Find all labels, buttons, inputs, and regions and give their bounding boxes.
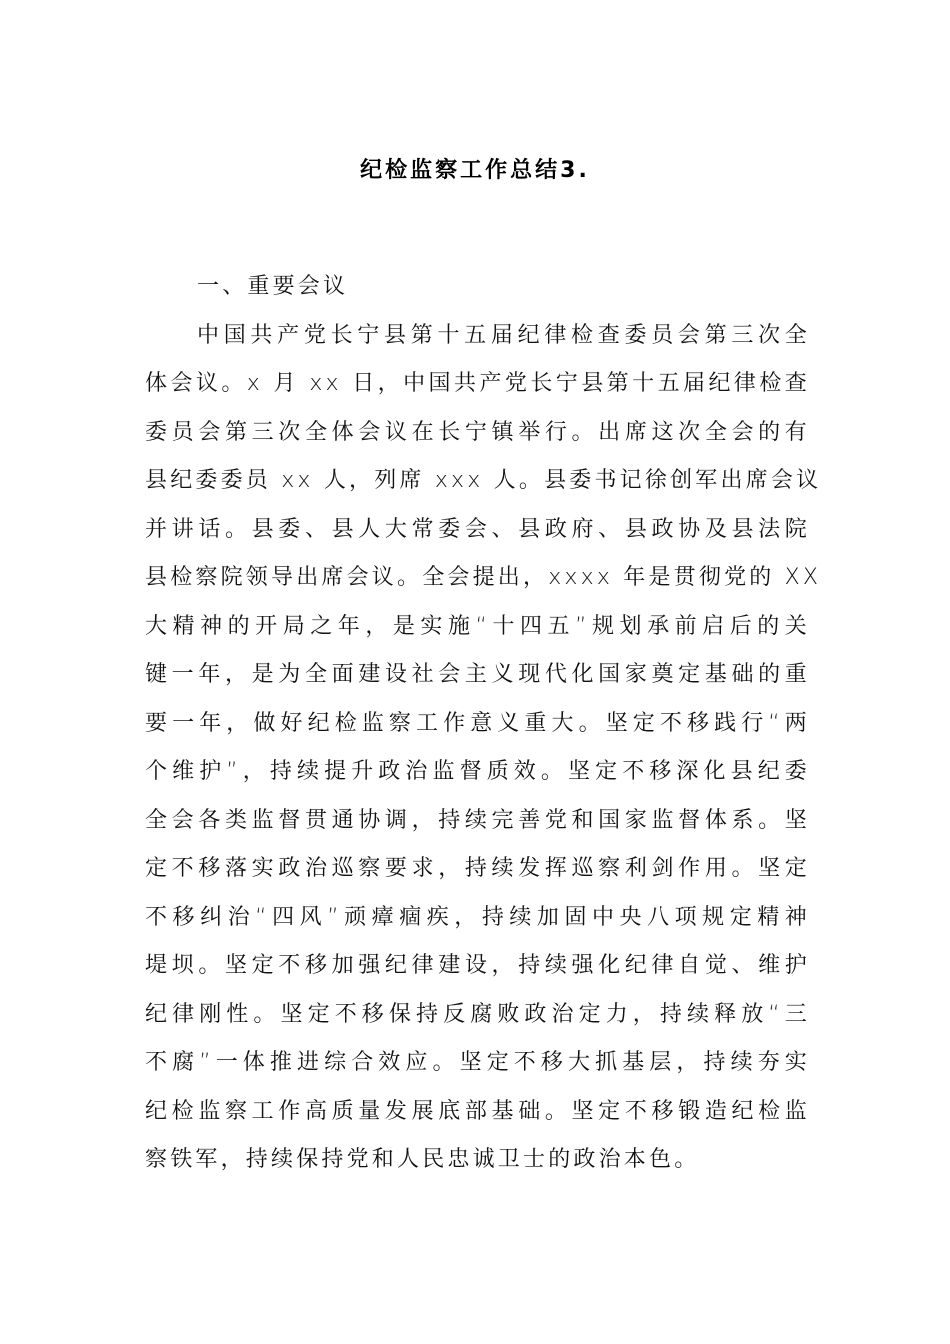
paragraph-line: 全会各类监督贯通协调，持续完善党和国家监督体系。坚	[145, 808, 810, 833]
paragraph-line: 纪律刚性。坚定不移保持反腐败政治定力，持续释放“三	[145, 1002, 810, 1027]
paragraph-line: 键一年，是为全面建设社会主义现代化国家奠定基础的重	[145, 662, 810, 687]
paragraph-line: 大精神的开局之年，是实施“十四五”规划承前启后的关	[145, 614, 810, 639]
paragraph-line: 堤坝。坚定不移加强纪律建设，持续强化纪律自觉、维护	[145, 953, 810, 978]
paragraph-line: 委员会第三次全体会议在长宁镇举行。出席这次全会的有	[145, 420, 810, 445]
paragraph-line: 个维护”，持续提升政治监督质效。坚定不移深化县纪委	[145, 759, 810, 784]
paragraph-line: 中国共产党长宁县第十五届纪律检查委员会第三次全	[197, 323, 810, 348]
paragraph-line: 体会议。x 月 xx 日，中国共产党长宁县第十五届纪律检查	[145, 371, 810, 396]
paragraph-line-last: 察铁军，持续保持党和人民忠诚卫士的政治本色。	[145, 1147, 700, 1172]
paragraph-line: 要一年，做好纪检监察工作意义重大。坚定不移践行“两	[145, 711, 810, 736]
paragraph-line: 定不移落实政治巡察要求，持续发挥巡察利剑作用。坚定	[145, 856, 810, 881]
paragraph-line: 县纪委委员 xx 人，列席 xxx 人。县委书记徐创军出席会议	[145, 468, 822, 493]
paragraph-line: 县检察院领导出席会议。全会提出，xxxx 年是贯彻党的 XX	[145, 565, 822, 590]
paragraph-line: 并讲话。县委、县人大常委会、县政府、县政协及县法院	[145, 517, 810, 542]
section-heading: 一、重要会议	[197, 274, 349, 299]
paragraph-line: 不腐”一体推进综合效应。坚定不移大抓基层，持续夯实	[145, 1050, 810, 1075]
paragraph-line: 纪检监察工作高质量发展底部基础。坚定不移锻造纪检监	[145, 1099, 810, 1124]
paragraph-line: 不移纠治“四风”顽瘴痼疾，持续加固中央八项规定精神	[145, 905, 810, 930]
document-title: 纪检监察工作总结3.	[360, 158, 590, 183]
